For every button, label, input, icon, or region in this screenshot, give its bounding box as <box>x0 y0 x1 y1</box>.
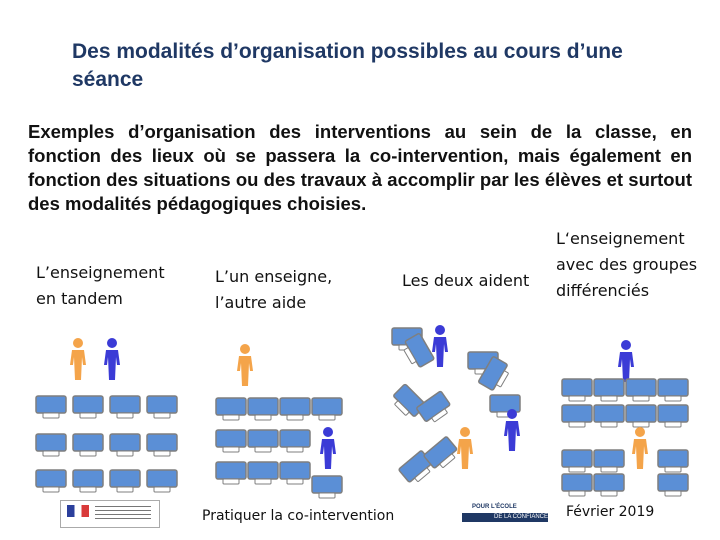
desk-icon <box>110 434 140 456</box>
desk-icon <box>658 474 688 496</box>
ministry-text-lines <box>95 506 151 520</box>
ecole-confiance-logo <box>462 504 548 522</box>
desk-icon <box>147 396 177 418</box>
desk-icon <box>594 474 624 496</box>
scene-both-help <box>389 325 520 486</box>
desk-icon <box>147 470 177 492</box>
caption-one-teaches: L’un enseigne, l’autre aide <box>215 267 333 312</box>
desk-icon <box>216 398 246 420</box>
caption-both-help: Les deux aident <box>402 271 530 290</box>
caption-tandem: L’enseignement en tandem <box>36 263 165 308</box>
desk-icon <box>248 430 278 452</box>
person-blue-icon <box>618 340 634 382</box>
caption-groups: L‘enseignement avec des groupes différenciés <box>556 229 698 300</box>
desk-icon <box>73 470 103 492</box>
desk-icon <box>594 405 624 427</box>
desk-icon <box>658 450 688 472</box>
person-orange-icon <box>632 427 648 469</box>
desk-icon <box>562 405 592 427</box>
desk-icon <box>562 474 592 496</box>
desk-icon <box>594 450 624 472</box>
desk-icon <box>110 396 140 418</box>
footer-date: Février 2019 <box>566 504 655 520</box>
desk-icon <box>626 379 656 401</box>
desk-icon <box>626 405 656 427</box>
desk-icon <box>562 450 592 472</box>
desk-icon <box>147 434 177 456</box>
desk-icon <box>216 430 246 452</box>
person-blue-icon <box>432 325 448 367</box>
person-orange-icon <box>237 344 253 386</box>
scene-one-teaches <box>216 344 342 498</box>
desk-icon <box>594 379 624 401</box>
desk-icon <box>216 462 246 484</box>
desk-icon <box>658 379 688 401</box>
desk-icon <box>312 398 342 420</box>
desk-icon <box>36 434 66 456</box>
slide-title: Des modalités d’organisation possibles au cours d’une séance <box>72 40 623 91</box>
ministry-logo <box>60 500 160 528</box>
logo-right-top: POUR L'ÉCOLE <box>472 504 517 510</box>
person-orange-icon <box>457 427 473 469</box>
scene-groups <box>562 340 688 496</box>
desk-icon <box>280 398 310 420</box>
desk-icon <box>36 396 66 418</box>
person-blue-icon <box>104 338 120 380</box>
footer-title: Pratiquer la co-intervention <box>202 508 395 524</box>
desk-icon <box>73 434 103 456</box>
scene-tandem <box>36 338 177 492</box>
desk-icon <box>36 470 66 492</box>
desk-icon <box>280 462 310 484</box>
desk-icon <box>248 462 278 484</box>
flag-icon <box>67 505 89 517</box>
desk-icon <box>658 405 688 427</box>
desk-icon <box>110 470 140 492</box>
desk-icon <box>416 391 453 426</box>
desk-icon <box>312 476 342 498</box>
person-orange-icon <box>70 338 86 380</box>
intro-paragraph: Exemples d’organisation des interventions au sein de la classe, en fonction des lieux où se passera la co-intervention, mais également en fonction des situations ou des travaux à accomplir par les élèves et surtout des modalités pédagogiques choisies. <box>28 121 692 214</box>
desk-icon <box>73 396 103 418</box>
desk-icon <box>280 430 310 452</box>
desk-icon <box>562 379 592 401</box>
desk-icon <box>248 398 278 420</box>
logo-right-bottom: DE LA CONFIANCE <box>462 513 548 522</box>
person-blue-icon <box>320 427 336 469</box>
